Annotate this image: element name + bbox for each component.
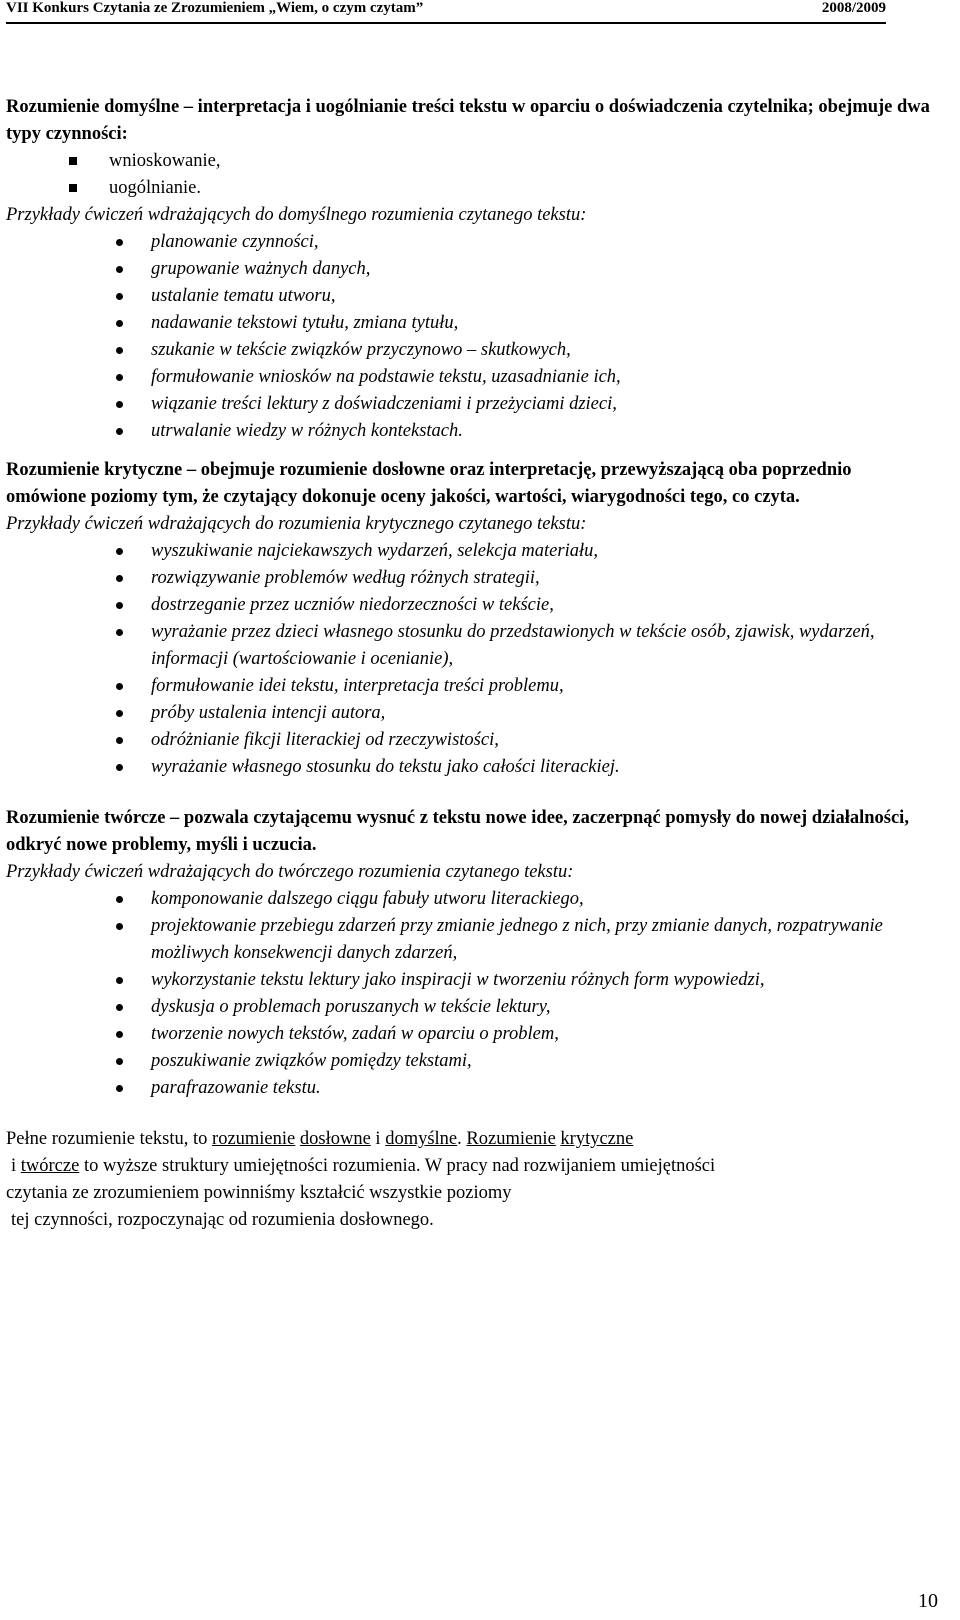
- list-item: odróżnianie fikcji literackiej od rzeczywistości,: [6, 727, 936, 754]
- bullet-icon: [116, 629, 123, 636]
- list-item: próby ustalenia intencji autora,: [6, 700, 936, 727]
- list-item: planowanie czynności,: [6, 229, 936, 256]
- page-header: [6, 0, 886, 22]
- bullet-icon: [116, 239, 123, 246]
- list-item: formułowanie idei tekstu, interpretacja treści problemu,: [6, 673, 936, 700]
- list-item: wykorzystanie tekstu lektury jako inspiracji w tworzeniu różnych form wypowiedzi,: [6, 967, 936, 994]
- bullet-icon: [116, 1085, 123, 1092]
- sec3-examples-list: [6, 886, 936, 1102]
- bullet-icon: [116, 320, 123, 327]
- list-item: wiązanie treści lektury z doświadczeniami i przeżyciami dzieci,: [6, 391, 936, 418]
- bullet-icon: [116, 548, 123, 555]
- header-rule: [6, 22, 886, 24]
- list-item: wyszukiwanie najciekawszych wydarzeń, selekcja materiału,: [6, 538, 936, 565]
- sec1-definition: Rozumienie domyślne – interpretacja i uogólnianie treści tekstu w oparciu o doświadczenia czytelnika; obejmuje dwa typy czynności:: [6, 97, 930, 144]
- bullet-icon: [116, 575, 123, 582]
- list-item: grupowanie ważnych danych,: [6, 256, 936, 283]
- bullet-icon: [116, 737, 123, 744]
- bullet-icon: [116, 764, 123, 771]
- summary-line-3: czytania ze zrozumieniem powinniśmy kształcić wszystkie poziomy: [6, 1183, 512, 1203]
- sec1-types-list: [6, 148, 936, 202]
- list-item: ustalanie tematu utworu,: [6, 283, 936, 310]
- sec1-examples-heading: Przykłady ćwiczeń wdrażających do domyślnego rozumienia czytanego tekstu:: [6, 205, 587, 225]
- square-bullet-icon: [69, 157, 77, 165]
- bullet-icon: [116, 896, 123, 903]
- bullet-icon: [116, 347, 123, 354]
- list-item: uogólnianie.: [6, 175, 936, 202]
- summary-line-2: i twórcze to wyższe struktury umiejętności rozumienia. W pracy nad rozwijaniem umiejętności: [11, 1156, 716, 1176]
- list-item: dyskusja o problemach poruszanych w tekście lektury,: [6, 994, 936, 1021]
- bullet-icon: [116, 428, 123, 435]
- list-item: utrwalanie wiedzy w różnych kontekstach.: [6, 418, 936, 445]
- sec2-examples-list: [6, 538, 936, 781]
- bullet-icon: [116, 266, 123, 273]
- square-bullet-icon: [69, 184, 77, 192]
- bullet-icon: [116, 710, 123, 717]
- summary-line-4: tej czynności, rozpoczynając od rozumienia dosłownego.: [11, 1210, 434, 1230]
- list-item: tworzenie nowych tekstów, zadań w oparciu o problem,: [6, 1021, 936, 1048]
- list-item: wyrażanie przez dzieci własnego stosunku do przedstawionych w tekście osób, zjawisk, wydarzeń, informacji (wartościowanie i ocenianie),: [6, 619, 936, 673]
- sec3-definition: Rozumienie twórcze – pozwala czytającemu wysnuć z tekstu nowe idee, zaczerpnąć pomysły do nowej działalności, odkryć nowe problemy, myśli i uczucia.: [6, 808, 909, 855]
- sec2-definition: Rozumienie krytyczne – obejmuje rozumienie dosłowne oraz interpretację, przewyższającą oba poprzednio omówione poziomy tym, że czytający dokonuje oceny jakości, wartości, wiarygodności tego, co czyta.: [6, 460, 852, 507]
- bullet-icon: [116, 1031, 123, 1038]
- sec1-examples-list: [6, 229, 936, 445]
- bullet-icon: [116, 293, 123, 300]
- list-item: formułowanie wniosków na podstawie tekstu, uzasadnianie ich,: [6, 364, 936, 391]
- list-item: rozwiązywanie problemów według różnych strategii,: [6, 565, 936, 592]
- list-item: dostrzeganie przez uczniów niedorzeczności w tekście,: [6, 592, 936, 619]
- list-item: poszukiwanie związków pomiędzy tekstami,: [6, 1048, 936, 1075]
- summary-line-1: Pełne rozumienie tekstu, to rozumienie dosłowne i domyślne. Rozumienie krytyczne: [6, 1129, 634, 1149]
- list-item: nadawanie tekstowi tytułu, zmiana tytułu,: [6, 310, 936, 337]
- list-item: projektowanie przebiegu zdarzeń przy zmianie jednego z nich, przy zmianie danych, rozpatrywanie możliwych konsekwencji danych zdarzeń,: [6, 913, 936, 967]
- bullet-icon: [116, 374, 123, 381]
- sec2-examples-heading: Przykłady ćwiczeń wdrażających do rozumienia krytycznego czytanego tekstu:: [6, 514, 587, 534]
- list-item: parafrazowanie tekstu.: [6, 1075, 936, 1102]
- bullet-icon: [116, 1004, 123, 1011]
- list-item: wnioskowanie,: [6, 148, 936, 175]
- list-item: szukanie w tekście związków przyczynowo – skutkowych,: [6, 337, 936, 364]
- sec3-examples-heading: Przykłady ćwiczeń wdrażających do twórczego rozumienia czytanego tekstu:: [6, 862, 574, 882]
- bullet-icon: [116, 683, 123, 690]
- list-item: wyrażanie własnego stosunku do tekstu jako całości literackiej.: [6, 754, 936, 781]
- bullet-icon: [116, 977, 123, 984]
- page-number: 10: [918, 1590, 938, 1612]
- list-item: komponowanie dalszego ciągu fabuły utworu literackiego,: [6, 886, 936, 913]
- bullet-icon: [116, 1058, 123, 1065]
- bullet-icon: [116, 602, 123, 609]
- header-year: 2008/2009: [821, 0, 886, 16]
- document-body: [6, 94, 936, 1234]
- header-title: VII Konkurs Czytania ze Zrozumieniem „Wiem, o czym czytam”: [6, 0, 424, 16]
- bullet-icon: [116, 401, 123, 408]
- bullet-icon: [116, 923, 123, 930]
